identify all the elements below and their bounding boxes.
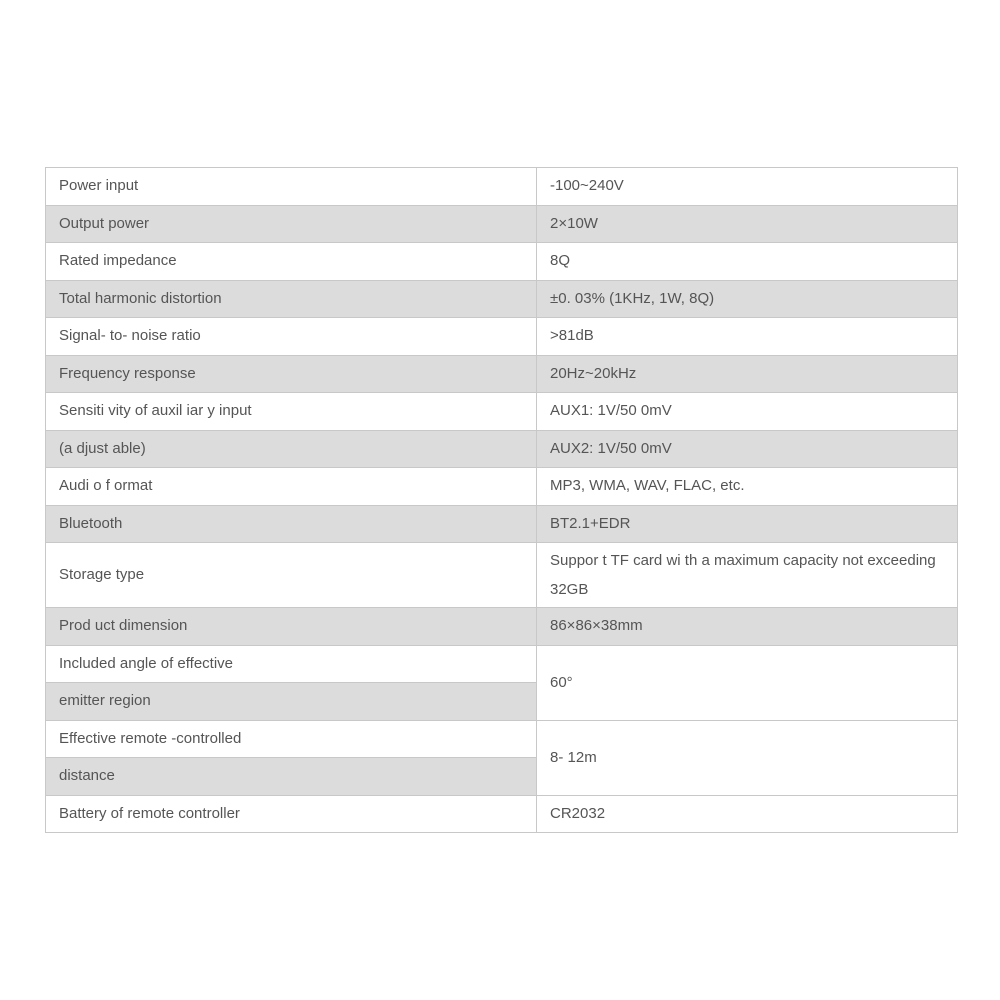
spec-label: (a djust able)	[46, 430, 537, 468]
spec-value: Suppor t TF card wi th a maximum capacity not exceeding 32GB	[537, 543, 958, 608]
spec-label: Storage type	[46, 543, 537, 608]
spec-value: >81dB	[537, 318, 958, 356]
spec-label: Power input	[46, 168, 537, 206]
spec-value: 86×86×38mm	[537, 608, 958, 646]
table-row	[46, 318, 958, 356]
spec-value: CR2032	[537, 795, 958, 833]
table-row	[46, 243, 958, 281]
spec-label: Included angle of effective	[46, 645, 537, 683]
table-row	[46, 168, 958, 206]
table-row	[46, 608, 958, 646]
spec-label: Signal- to- noise ratio	[46, 318, 537, 356]
table-row	[46, 720, 958, 758]
spec-label: Frequency response	[46, 355, 537, 393]
spec-label: Sensiti vity of auxil iar y input	[46, 393, 537, 431]
spec-label: Output power	[46, 205, 537, 243]
spec-value: 2×10W	[537, 205, 958, 243]
spec-label: Battery of remote controller	[46, 795, 537, 833]
table-row	[46, 205, 958, 243]
spec-label: Bluetooth	[46, 505, 537, 543]
spec-value: 8Q	[537, 243, 958, 281]
table-row	[46, 468, 958, 506]
table-row	[46, 393, 958, 431]
spec-value: AUX1: 1V/50 0mV	[537, 393, 958, 431]
spec-label-continued: emitter region	[46, 683, 537, 721]
table-row	[46, 505, 958, 543]
spec-label: Audi o f ormat	[46, 468, 537, 506]
table-row	[46, 543, 958, 608]
spec-value: 20Hz~20kHz	[537, 355, 958, 393]
spec-label: Total harmonic distortion	[46, 280, 537, 318]
spec-value: BT2.1+EDR	[537, 505, 958, 543]
spec-value: 60°	[537, 645, 958, 720]
spec-label: Effective remote -controlled	[46, 720, 537, 758]
spec-value: ±0. 03% (1KHz, 1W, 8Q)	[537, 280, 958, 318]
table-row	[46, 795, 958, 833]
table-row	[46, 280, 958, 318]
spec-value: MP3, WMA, WAV, FLAC, etc.	[537, 468, 958, 506]
spec-label: Rated impedance	[46, 243, 537, 281]
table-row	[46, 430, 958, 468]
spec-value: -100~240V	[537, 168, 958, 206]
spec-value: 8- 12m	[537, 720, 958, 795]
spec-label: Prod uct dimension	[46, 608, 537, 646]
table-row	[46, 645, 958, 683]
table-row	[46, 355, 958, 393]
spec-label-continued: distance	[46, 758, 537, 796]
spec-value: AUX2: 1V/50 0mV	[537, 430, 958, 468]
spec-table	[45, 167, 958, 833]
